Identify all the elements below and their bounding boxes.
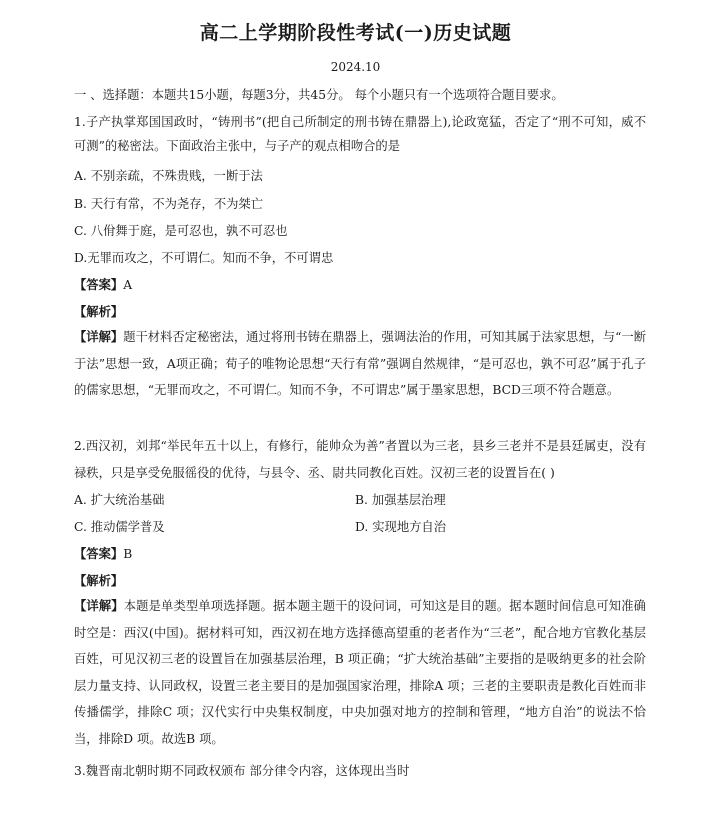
- question-1-answer: [74, 276, 654, 294]
- question-1-option-b: B. 天行有常，不为尧存，不为桀亡: [74, 197, 264, 211]
- detail-text: 本题是单类型单项选择题。据本题主题干的设问词，可知这是目的题。据本题时间信息可知准确时空是：西汉(中国)。据材料可知，西汉初在地方选择德高望重的老者作为“三老”，配合地方官教化基层百姓，可见汉初三老的设置旨在加强基层治理，B 项正确；“扩大统治基础”主要指的是吸纳更多的社会阶层力量支持、认同政权，设置三老主要目的是加强国家治理，排除A 项；三老的主要职责是教化百姓而非传播儒学，排除C 项；汉代实行中央集权制度，中央加强对地方的控制和管理，“地方自治”的说法不恰当，排除D 项。故选B 项。: [74, 599, 646, 746]
- answer-value: A: [123, 278, 133, 292]
- exam-title: 高二上学期阶段性考试(一)历史试题: [199, 22, 512, 44]
- answer-label: 【答案】: [74, 546, 124, 561]
- question-1-stem: 1.子产执掌郑国国政时，“铸刑书”(把自己所制定的刑书铸在鼎器上),论政宽猛，否定了“刑不可知，威不可测”的秘密法。下面政治主张中，与子产的观点相吻合的是: [74, 115, 646, 153]
- exam-date: 2024.10: [330, 60, 381, 74]
- question-3-stem: 3.魏晋南北朝时期不同政权颁布 部分律令内容，这体现出当时: [74, 764, 410, 778]
- question-2-option-b: B. 加强基层治理: [355, 493, 446, 507]
- question-1-option-a: A. 不别亲疏，不殊贵贱，一断于法: [74, 169, 263, 183]
- question-2-option-c: C. 推动儒学普及: [74, 520, 165, 534]
- detail-label: 【详解】: [74, 598, 124, 613]
- question-1-analysis-label: 【解析】: [74, 304, 124, 319]
- question-1-option-c: C. 八佾舞于庭，是可忍也，孰不可忍也: [74, 224, 288, 238]
- question-2-answer: [74, 545, 654, 563]
- question-2-analysis-label: 【解析】: [74, 573, 124, 588]
- question-1-option-d: D.无罪而攻之，不可谓仁。知而不争，不可谓忠: [74, 251, 334, 265]
- question-2-option-d: D. 实现地方自治: [355, 520, 447, 534]
- detail-label: 【详解】: [74, 329, 124, 344]
- section-heading: 一 、选择题：本题共15小题，每题3分，共45分。 每个小题只有一个选项符合题目要求。: [74, 88, 564, 102]
- answer-label: 【答案】: [74, 277, 124, 292]
- question-2-option-a: A. 扩大统治基础: [74, 493, 165, 507]
- question-2-stem: 2.西汉初，刘邦“举民年五十以上，有修行，能帅众为善”者置以为三老，县乡三老并不是县廷属吏，没有禄秩，只是享受免服徭役的优待，与县令、丞、尉共同教化百姓。汉初三老的设置旨在( ): [74, 439, 646, 480]
- answer-value: B: [123, 547, 133, 561]
- question-1-detail: [74, 324, 646, 404]
- detail-text: 题干材料否定秘密法，通过将刑书铸在鼎器上，强调法治的作用，可知其属于法家思想，与“一断于法”思想一致，A项正确；荀子的唯物论思想“天行有常”强调自然规律，“是可忍也，孰不可忍”属于孔子的儒家思想，“无罪而攻之，不可谓仁。知而不争，不可谓忠”属于墨家思想，BCD三项不符合题意。: [74, 330, 646, 397]
- question-2-detail: [74, 593, 646, 752]
